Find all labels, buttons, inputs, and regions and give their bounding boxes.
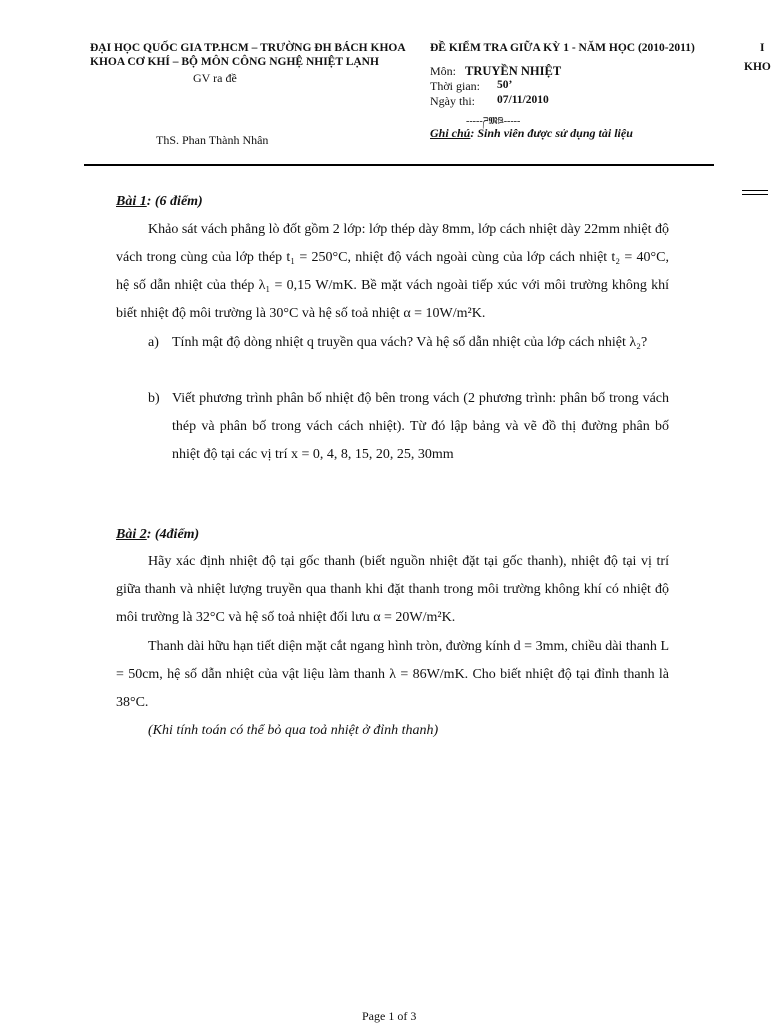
bai2-score: : (4điểm) <box>146 527 200 542</box>
note-text: : Sinh viên được sử dụng tài liệu <box>470 126 633 140</box>
bai2-paragraph-2: Thanh dài hữu hạn tiết diện mặt cắt ngang hình tròn, đường kính d = 3mm, chiều dài thanh L = 50cm, hệ số dẫn nhiệt của vật liệu làm thanh λ = 86W/mK. Cho biết nhiệt độ tại đỉnh thanh là 38°C. <box>116 639 669 710</box>
bai1-paragraph: Khảo sát vách phẳng lò đốt gồm 2 lớp: lớp thép dày 8mm, lớp cách nhiệt dày 22mm nhiệt độ vách trong cùng của lớp thép t₁ = 250°C, nhiệt độ vách ngoài cùng của lớp cách nhiệt t₂ = 40°C, hệ số dẫn nhiệt của thép λ₁ = 0,15 W/mK. Bề mặt vách ngoài tiếp xúc với môi trường không khí biết nhiệt độ môi trường là 30°C và hệ số toả nhiệt α = 10W/m²K. <box>116 222 669 321</box>
header-rule <box>84 164 714 166</box>
bai2-note: (Khi tính toán có thể bỏ qua toả nhiệt ở đỉnh thanh) <box>148 723 439 738</box>
ornament: -----ཌ𝕸ཋ----- <box>466 116 521 127</box>
edge-text-1: I <box>760 42 765 54</box>
time-value: 50’ <box>497 79 513 91</box>
exam-title: ĐỀ KIỂM TRA GIỮA KỲ 1 - NĂM HỌC (2010-2011) <box>430 42 695 54</box>
bai1-item-b <box>148 385 669 469</box>
edge-rule <box>742 190 768 195</box>
subject-value: TRUYỀN NHIỆT <box>465 64 562 78</box>
bai1-item-a-text: Tính mật độ dòng nhiệt q truyền qua vách? Và hệ số dẫn nhiệt của lớp cách nhiệt λ₂? <box>172 335 648 350</box>
bai1-item-a-marker: a) <box>148 335 159 350</box>
note <box>430 126 633 141</box>
bai1-title <box>116 194 203 210</box>
date-label: Ngày thi: <box>430 94 475 108</box>
bai2-paragraph-1: Hãy xác định nhiệt độ tại gốc thanh (biết nguồn nhiệt đặt tại gốc thanh), nhiệt độ tại vị trí giữa thanh và nhiệt lượng truyền qua thanh khi đặt thanh trong môi trường không khí có nhiệt độ môi trường là 32°C và hệ số toả nhiệt đối lưu α = 20W/m²K. <box>116 554 669 625</box>
university-line: ĐẠI HỌC QUỐC GIA TP.HCM – TRƯỜNG ĐH BÁCH KHOA <box>90 42 406 54</box>
edge-text-2: KHO <box>744 61 771 73</box>
date-value: 07/11/2010 <box>497 94 549 106</box>
bai1-item-b-marker: b) <box>148 391 160 406</box>
subject-label: Môn: <box>430 64 457 78</box>
bai1-score: : (6 điểm) <box>146 194 203 209</box>
bai1-item-a <box>148 329 669 357</box>
bai2-label: Bài 2 <box>116 527 147 542</box>
note-label: Ghi chú <box>430 126 471 140</box>
page-number: Page 1 of 3 <box>362 1009 417 1023</box>
teacher-name: ThS. Phan Thành Nhân <box>156 133 269 147</box>
author-label: GV ra đề <box>193 71 237 85</box>
bai1-item-b-text: Viết phương trình phân bố nhiệt độ bên trong vách (2 phương trình: phân bố trong vách thép và phân bố trong vách cách nhiệt). Từ đó lập bảng và vẽ đồ thị đường phân bố nhiệt độ tại các vị trí x = 0, 4, 8, 15, 20, 25, 30mm <box>172 391 669 462</box>
bai1-label: Bài 1 <box>116 194 147 209</box>
department-line: KHOA CƠ KHÍ – BỘ MÔN CÔNG NGHỆ NHIỆT LẠNH <box>90 56 379 68</box>
time-label: Thời gian: <box>430 79 481 93</box>
bai2-title <box>116 527 199 543</box>
